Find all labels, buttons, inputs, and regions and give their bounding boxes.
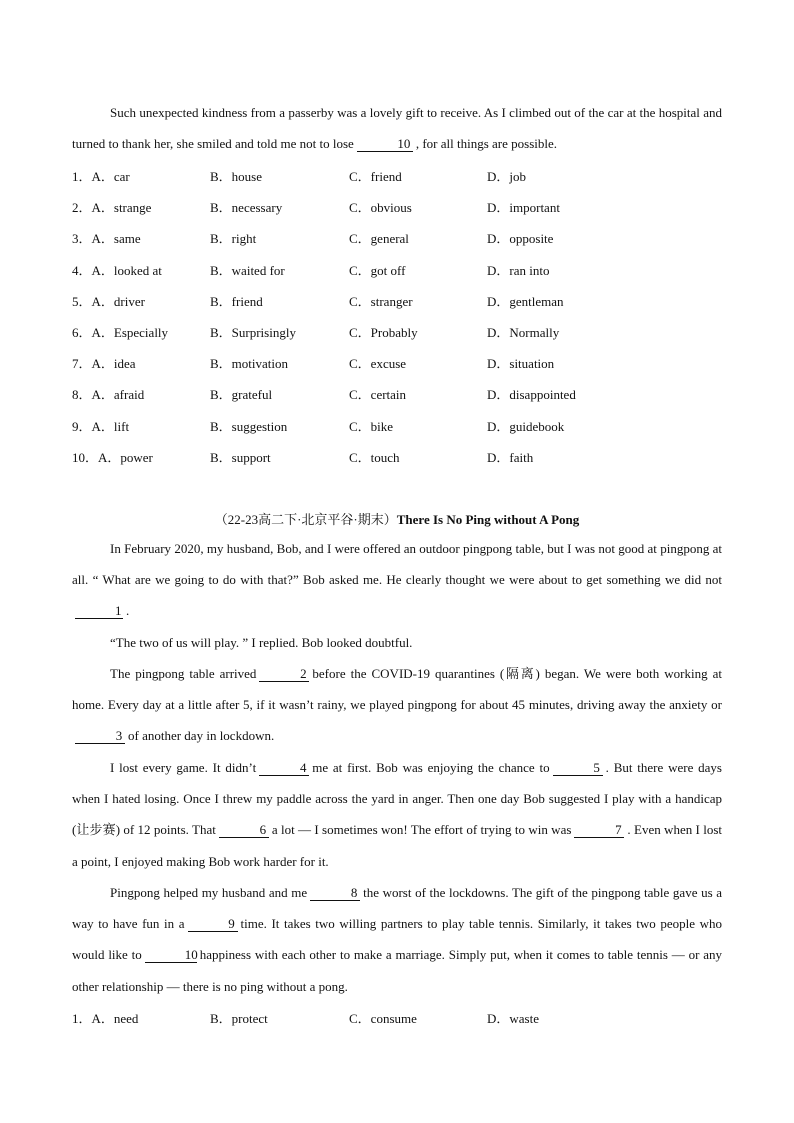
question-row <box>72 353 722 373</box>
question-number: 7．A． <box>72 356 114 371</box>
option-b[interactable]: B．grateful <box>210 387 273 402</box>
source-label: （22-23高二下·北京平谷·期末） <box>214 512 397 527</box>
option-b[interactable]: B．right <box>210 231 257 246</box>
option-c[interactable]: C．touch <box>349 450 400 465</box>
passage-text: before the COVID-19 quarantines (隔离) began. We were both working at home. Every day at a little after 5, if it wasn’t rainy, we played pingpong for about 45 minutes, driving away the anxiety or <box>72 666 722 713</box>
passage2-paragraph-3 <box>72 658 722 752</box>
option-text: idea <box>113 356 136 371</box>
option-d[interactable]: D．faith <box>487 450 534 465</box>
answer-blank-3[interactable]: 3 <box>75 729 125 744</box>
question-row <box>72 166 722 186</box>
option-b[interactable]: B．waited for <box>210 263 285 278</box>
option-c[interactable]: C．consume <box>349 1011 417 1026</box>
answer-blank-6[interactable]: 6 <box>219 823 269 838</box>
question-row <box>72 260 722 280</box>
option-b[interactable]: B．necessary <box>210 200 283 215</box>
question-number: 8．A． <box>72 387 114 402</box>
option-a[interactable] <box>72 322 168 341</box>
question-number: 1．A． <box>72 1011 114 1026</box>
option-d[interactable]: D．gentleman <box>487 294 564 309</box>
option-a[interactable] <box>72 166 130 185</box>
passage-text: me at first. Bob was enjoying the chance to <box>312 760 550 775</box>
question-row <box>72 447 722 467</box>
option-c[interactable]: C．general <box>349 231 409 246</box>
passage-text: . Even when I lost a point, I enjoyed making Bob work harder for it. <box>72 822 723 869</box>
option-b[interactable]: B．support <box>210 450 271 465</box>
answer-blank-5[interactable]: 5 <box>553 761 603 776</box>
option-d[interactable]: D．job <box>487 169 527 184</box>
option-c[interactable]: C．stranger <box>349 294 413 309</box>
question-number: 4．A． <box>72 263 114 278</box>
option-d[interactable]: D．opposite <box>487 231 554 246</box>
answer-blank-7[interactable]: 7 <box>574 823 624 838</box>
question-number: 1．A． <box>72 169 114 184</box>
answer-blank-9[interactable]: 9 <box>188 917 238 932</box>
option-d[interactable]: D．ran into <box>487 263 550 278</box>
option-d[interactable]: D．disappointed <box>487 387 576 402</box>
option-a[interactable] <box>72 384 144 403</box>
question-row <box>72 416 722 436</box>
question-number: 10．A． <box>72 450 121 465</box>
option-b[interactable]: B．house <box>210 169 263 184</box>
option-a[interactable] <box>72 260 162 279</box>
question-number: 3．A． <box>72 231 114 246</box>
passage-text: of another day in lockdown. <box>128 728 275 744</box>
passage-text: I lost every game. It didn’t <box>110 760 257 775</box>
option-text: looked at <box>113 263 162 278</box>
option-d[interactable]: D．Normally <box>487 325 560 340</box>
passage2-paragraph-4 <box>72 752 722 877</box>
option-text: car <box>113 169 130 184</box>
question-row <box>72 322 722 342</box>
option-c[interactable]: C．certain <box>349 387 407 402</box>
option-text: afraid <box>113 387 145 402</box>
option-text: Especially <box>113 325 169 340</box>
question-row <box>72 1008 722 1028</box>
option-b[interactable]: B．Surprisingly <box>210 325 296 340</box>
option-c[interactable]: C．bike <box>349 419 394 434</box>
answer-blank-2[interactable]: 2 <box>259 667 309 682</box>
option-text: lift <box>113 419 130 434</box>
question-row <box>72 384 722 404</box>
option-c[interactable]: C．friend <box>349 169 402 184</box>
passage-text: happiness with each other to make a marriage. Simply put, when it comes to table tennis — or any other relationship — there is no ping without a pong. <box>72 947 722 994</box>
option-d[interactable]: D．guidebook <box>487 419 565 434</box>
option-a[interactable] <box>72 197 151 216</box>
option-a[interactable] <box>72 353 136 372</box>
question-row <box>72 228 722 248</box>
option-b[interactable]: B．motivation <box>210 356 289 371</box>
option-d[interactable]: D．waste <box>487 1011 539 1026</box>
passage1-closing-paragraph <box>72 97 722 159</box>
option-c[interactable]: C．got off <box>349 263 406 278</box>
passage-text: . But there were days when I hated losing. Once I threw my paddle across the yard in anger. Then one day Bob suggested I play with a handicap (让步赛) of 12 points. That <box>72 760 722 838</box>
passage2-paragraph-5 <box>72 877 722 1002</box>
question-number: 6．A． <box>72 325 114 340</box>
question-number: 5．A． <box>72 294 114 309</box>
option-c[interactable]: C．obvious <box>349 200 412 215</box>
option-b[interactable]: B．suggestion <box>210 419 288 434</box>
answer-blank-4[interactable]: 4 <box>259 761 309 776</box>
answer-blank-8[interactable]: 8 <box>310 886 360 901</box>
option-text: need <box>113 1011 139 1026</box>
question-number: 2．A． <box>72 200 114 215</box>
option-text: power <box>120 450 153 465</box>
option-b[interactable]: B．friend <box>210 294 263 309</box>
option-text: driver <box>113 294 145 309</box>
answer-blank-10[interactable]: 10 <box>145 948 197 963</box>
passage-text: In February 2020, my husband, Bob, and I were offered an outdoor pingpong table, but I was not good at pingpong at all. “ What are we going to do with that?” Bob asked me. He clearly thought we were about to get something we did not <box>72 541 722 588</box>
option-b[interactable]: B．protect <box>210 1011 268 1026</box>
passage-title: There Is No Ping without A Pong <box>396 512 580 527</box>
passage-text: , for all things are possible. <box>415 136 557 152</box>
passage-text: the worst of the lockdowns. The gift of the pingpong table gave us a way to have fun in a <box>72 885 722 932</box>
passage-text: time. It takes two willing partners to play table tennis. Similarly, it takes two people who would like to <box>72 916 722 963</box>
question-row <box>72 197 722 217</box>
question-number: 9．A． <box>72 419 114 434</box>
passage-text: Such unexpected kindness from a passerby was a lovely gift to receive. As I climbed out of the car at the hospital and turned to thank her, she smiled and told me not to lose <box>72 105 722 152</box>
option-a[interactable] <box>72 416 129 435</box>
option-d[interactable]: D．situation <box>487 356 555 371</box>
option-a[interactable] <box>72 1008 138 1027</box>
option-c[interactable]: C．Probably <box>349 325 418 340</box>
option-a[interactable] <box>72 228 141 247</box>
answer-blank-10[interactable]: 10 <box>357 137 413 152</box>
passage-text: The pingpong table arrived <box>110 666 257 681</box>
option-a[interactable] <box>72 447 153 466</box>
passage2-heading <box>0 509 794 528</box>
option-c[interactable]: C．excuse <box>349 356 407 371</box>
question-row <box>72 291 722 311</box>
passage-text: Pingpong helped my husband and me <box>110 885 308 900</box>
passage-text: a lot — I sometimes won! The effort of trying to win was <box>271 822 572 838</box>
option-a[interactable] <box>72 291 145 310</box>
answer-blank-1[interactable]: 1 <box>75 604 123 619</box>
option-text: strange <box>113 200 152 215</box>
option-d[interactable]: D．important <box>487 200 560 215</box>
passage2-paragraph-1 <box>72 533 722 627</box>
passage-text: . <box>126 603 130 619</box>
passage2-paragraph-2: “The two of us will play. ” I replied. Bob looked doubtful. <box>110 635 413 650</box>
option-text: same <box>113 231 141 246</box>
